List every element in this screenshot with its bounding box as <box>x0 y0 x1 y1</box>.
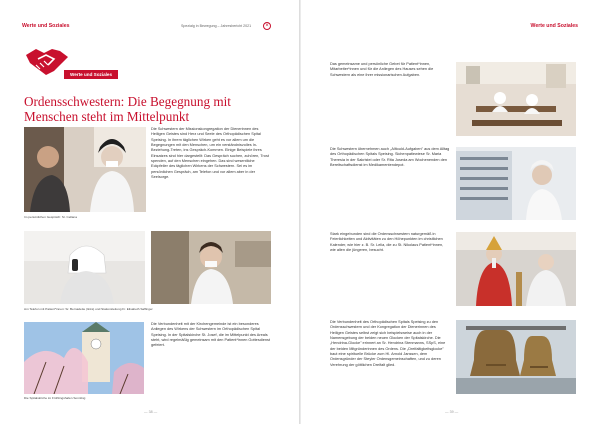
daily-tasks-paragraph: Die Schwestern übernehmen auch „Alltould-Aufgaben" aus dem Alltag des Orthopädischen Spitals Speising. Sichenpatiewiese Sr. Maria Theresia in der Sakristei oder Sr. Rita Joseda am Wochenenden den Bereitschaftsdienst im Medikamentendepot. <box>330 147 450 168</box>
bells-paragraph: Die Verbundenheit des Orthopädischen Spitals Speising zu den Ordensschwestern und der Kongregation der Dienerinnen des Heiligen Geistes selbst zeigt sich beispielsweise auch in der Namensgebung der beiden neuen Glocken der Spitalskirche. Die „Hendrina-Glocke" erinnert an Sr. Hendrina Stenmanns, SSpS, eine der beiden Mitgründerinnen des Ordens. Die „Dreifaltigkeitsglocke" baut eine spirituelle Brücke zum Hl. Arnold Janssen, dem Ordensgründer der Steyler Ordensgemeinschaften, und zu deren Verehrung der göttlichen Dreifalt glied. <box>330 320 446 367</box>
report-header: Spezialg in Bewegung – Jahresbericht 2021 <box>181 24 252 28</box>
photo-nun-telephone <box>24 231 145 304</box>
page-number: — 38 — <box>144 410 158 414</box>
photo-station-head <box>151 231 271 304</box>
right-page <box>301 0 600 424</box>
intro-paragraph: Die Schwestern der Missionskongregation der Dienerinnen des Heiligen Geistes sind Herz und Seele des Orthopädischen Spital Speising. In ihrem täglichen Wirken geht es vor allem um die Begegnungen mit den Menschen, um ein verständnisvolles In-Beziehung-Treten, ins Gespräch-Kommen. Einige Beispiele ihres Einsatzes sind hier dargestellt: Das Gespräch suchen, zuhören, Trost spenden, auf den Menschen eingehen. Das sind wesentliche Eckpfeiler des täglichen Wirkens der Schwestern. Sei es im persönlichen Gespräch, am Telefon und vor allem aber in der Seelsorge. <box>151 127 269 180</box>
photo-st-nikolaus <box>456 232 576 306</box>
section-label: Werte und Soziales <box>530 23 578 29</box>
prayer-paragraph: Das gemeinsame und persönliche Gebet für Patient*innen, Mitarbeiter*innen und für die Anliegen des Hauses sehen die Schwestern als eine ihrer missionarischen Aufgaben. <box>330 62 434 77</box>
page-number: — 39 — <box>445 410 459 414</box>
left-page <box>0 0 299 424</box>
photo-nun-conversation <box>24 127 146 212</box>
festivities-paragraph: Stark eingebunden sind die Ordensschwestern naturgemäß in Feierlichkeiten und Aktivitäten zu den Höhepunkten im christlichen Kalender, wie hier z. B. Sr. Lelia, die zu St. Nikolaus Patient*innen, wie allen die jüngeren, besucht. <box>330 232 444 253</box>
photo-hospital-church <box>24 322 144 394</box>
photo-medication-depot <box>456 147 576 220</box>
church-paragraph: Die Verbundenheit mit der Kirchengemeinde ist ein besonderes Anliegen des Wirkens der Schwestern im Orthopädischen Spital Speising. In der Spitalskirche St. Josef, die im Mittelpunkt des Areals steht, wird regelmäßig gemeinsam mit den Patient*innen Gottesdienst gefeiert. <box>151 322 271 348</box>
article-title: Ordensschwestern: Die Begegnung mit Menschen steht im Mittelpunkt <box>24 94 231 124</box>
section-badge: Werte und Soziales <box>64 70 118 79</box>
photo-caption: Am Telefon mit Patient*innen: Sr. Bernadette (links) und Stationsleitung Fr. Elisabeth Saffinger <box>24 307 153 311</box>
cross-circle-icon: × <box>263 22 271 30</box>
section-label: Werte und Soziales <box>22 23 70 29</box>
photo-church-bells <box>456 320 576 394</box>
photo-prayer-chapel <box>456 62 576 136</box>
photo-caption: Im persönlichen Gespräch: Sr. Cellana <box>24 215 77 219</box>
photo-caption: Die Spitalskirche im Frühlingshafen Sonnling <box>24 396 86 400</box>
